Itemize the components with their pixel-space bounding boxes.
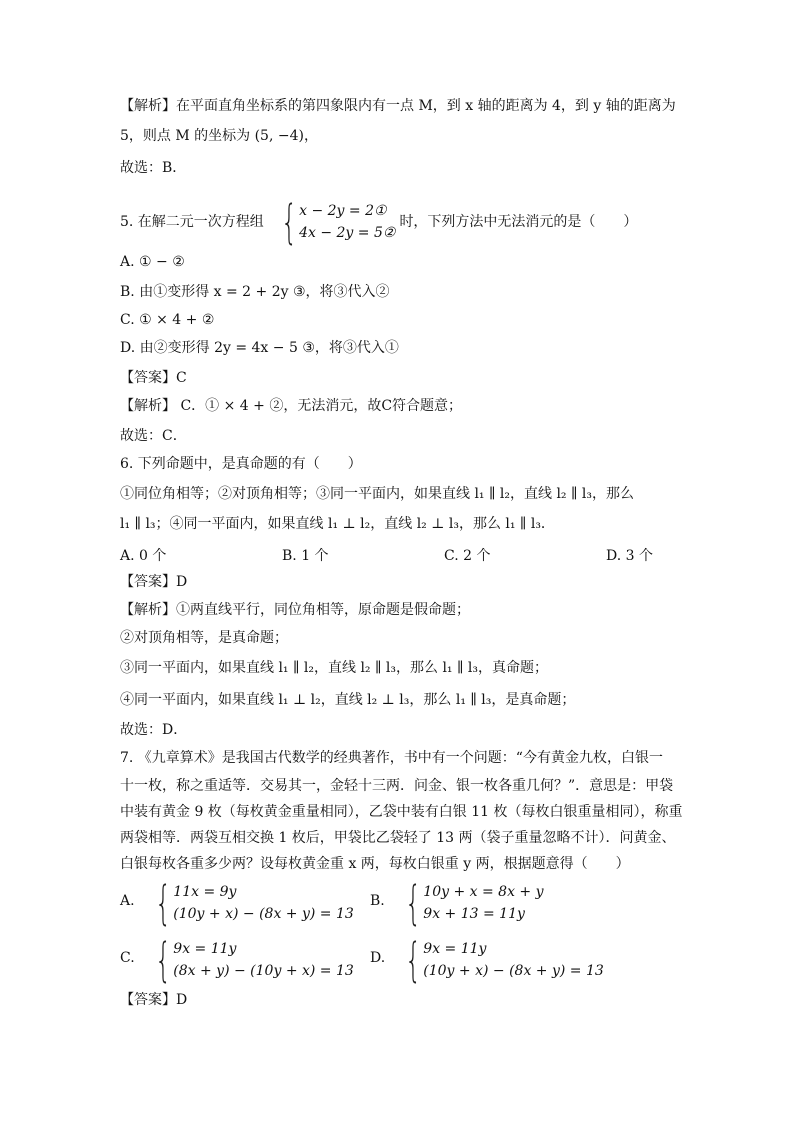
q6-explanation-3: ③同一平面内，如果直线 l₁ ∥ l₂，直线 l₂ ∥ l₃，那么 l₁ ∥ l₃，真命题； <box>120 660 548 676</box>
q6-answer: 【答案】D <box>120 574 188 590</box>
q5-stem-pre: 5. 在解二元一次方程组 <box>120 214 264 230</box>
q6-statements-line-2: l₁ ∥ l₃；④同一平面内，如果直线 l₁ ⊥ l₂，直线 l₂ ⊥ l₃，那么 l₁ ∥ l₃． <box>120 516 555 532</box>
q7-stem-line-3: 中装有黄金 9 枚（每枚黄金重量相同），乙袋中装有白银 11 枚（每枚白银重量相同），称重 <box>120 804 683 820</box>
q5-option-d: D. 由②变形得 2y = 4x − 5 ③，将③代入① <box>120 340 399 356</box>
q6-option-b: B. 1 个 <box>282 548 329 564</box>
q6-explanation-2: ②对顶角相等，是真命题； <box>120 630 288 646</box>
left-brace-icon: { <box>155 876 172 930</box>
q4-explanation-line-2: 5，则点 M 的坐标为 (5, −4)， <box>120 128 318 144</box>
q5-option-c: C. ① × 4 + ② <box>120 312 215 328</box>
left-brace-icon: { <box>405 876 422 930</box>
q7-option-b-eq1: 10y + x = 8x + y <box>423 884 544 900</box>
q7-option-a-eq1: 11x = 9y <box>173 884 237 900</box>
q6-statements-line-1: ①同位角相等；②对顶角相等；③同一平面内，如果直线 l₁ ∥ l₂，直线 l₂ ∥ l₃，那么 <box>120 486 634 502</box>
q5-answer: 【答案】C <box>120 370 187 386</box>
q6-option-c: C. 2 个 <box>444 548 491 564</box>
q7-option-d-eq2: (10y + x) − (8x + y) = 13 <box>423 963 604 979</box>
q5-stem <box>120 195 638 249</box>
q7-option-b-eq2: 9x + 13 = 11y <box>423 906 525 922</box>
q7-option-d-eq1: 9x = 11y <box>423 941 487 957</box>
q6-option-d: D. 3 个 <box>606 548 653 564</box>
q7-option-a-label: A. <box>120 893 135 909</box>
q7-option-c-label: C. <box>120 950 135 966</box>
left-brace-icon: { <box>280 195 298 249</box>
q7-answer: 【答案】D <box>120 992 188 1008</box>
q7-option-d-system <box>392 933 604 987</box>
q6-stem: 6. 下列命题中，是真命题的有（ ） <box>120 456 362 472</box>
q4-explanation-line-1: 【解析】在平面直角坐标系的第四象限内有一点 M，到 x 轴的距离为 4，到 y 轴的距离为 <box>120 98 676 114</box>
q5-equations <box>299 200 395 244</box>
q6-explanation-1: 【解析】①两直线平行，同位角相等，原命题是假命题； <box>120 602 470 618</box>
q5-equation-system <box>268 195 396 249</box>
q7-option-d-label: D. <box>370 950 386 966</box>
q6-explanation-4: ④同一平面内，如果直线 l₁ ⊥ l₂，直线 l₂ ⊥ l₃，那么 l₁ ∥ l₃，是真命题； <box>120 692 576 708</box>
q5-equation-1: x − 2y = 2① <box>299 203 387 219</box>
q7-option-c-eq1: 9x = 11y <box>173 941 237 957</box>
q7-option-b-system <box>392 876 544 930</box>
q7-stem-line-2: 十一枚，称之重适等．交易其一，金轻十三两．问金、银一枚各重几何？”．意思是：甲袋 <box>120 778 674 794</box>
q5-explanation: 【解析】 C．① × 4 + ②，无法消元，故C符合题意； <box>120 398 463 414</box>
q4-choice-line: 故选：B． <box>120 160 187 176</box>
left-brace-icon: { <box>155 933 172 987</box>
left-brace-icon: { <box>405 933 422 987</box>
q5-stem-post: 时，下列方法中无法消元的是（ ） <box>399 214 638 230</box>
q5-option-b: B. 由①变形得 x = 2 + 2y ③，将③代入② <box>120 284 390 300</box>
q5-equation-2: 4x − 2y = 5② <box>299 225 396 241</box>
q7-option-c-system <box>142 933 354 987</box>
q6-choice-line: 故选：D． <box>120 722 188 738</box>
q7-stem-line-1: 7. 《九章算术》是我国古代数学的经典著作，书中有一个问题：“今有黄金九枚，白银一 <box>120 750 663 766</box>
q7-stem-line-5: 白银每枚各重多少两？设每枚黄金重 x 两，每枚白银重 y 两，根据题意得（ ） <box>120 856 630 872</box>
q5-choice-line: 故选：C． <box>120 428 187 444</box>
q7-option-a-system <box>142 876 354 930</box>
q7-stem-line-4: 两袋相等．两袋互相交换 1 枚后，甲袋比乙袋轻了 13 两（袋子重量忽略不计）．问黄金、 <box>120 830 676 846</box>
q5-option-a: A. ① − ② <box>120 254 185 270</box>
q6-option-a: A. 0 个 <box>120 548 167 564</box>
q7-option-a-eq2: (10y + x) − (8x + y) = 13 <box>173 906 354 922</box>
q7-option-c-eq2: (8x + y) − (10y + x) = 13 <box>173 963 354 979</box>
q7-option-b-label: B. <box>370 893 385 909</box>
